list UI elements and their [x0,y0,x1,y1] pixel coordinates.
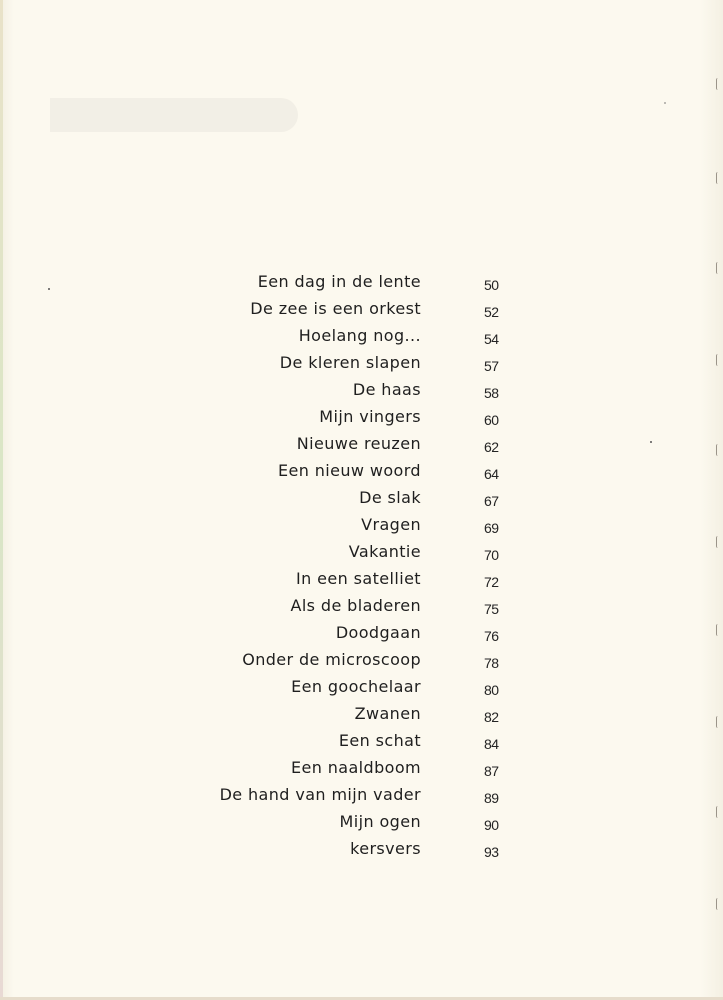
binding-mark [716,78,720,90]
toc-entry [0,568,723,595]
toc-entry-page-number: 54 [484,331,499,347]
toc-entry-title: Hoelang nog... [298,326,421,345]
toc-entry-title: De kleren slapen [279,353,421,372]
toc-entry-page-number: 60 [484,412,499,428]
toc-entry-title: De zee is een orkest [250,299,421,318]
toc-entry [0,487,723,514]
toc-entry-title: Mijn ogen [339,812,421,831]
toc-entry-page-number: 58 [484,385,499,401]
toc-entry-page-number: 57 [484,358,499,374]
toc-entry-title: De slak [359,488,421,507]
toc-entry-title: Nieuwe reuzen [296,434,421,453]
toc-entry [0,271,723,298]
toc-entry-title: Een naaldboom [290,758,421,777]
toc-entry [0,649,723,676]
toc-entry [0,406,723,433]
toc-entry-title: De haas [352,380,421,399]
toc-entry-page-number: 75 [484,601,499,617]
binding-mark [716,898,720,910]
toc-entry-page-number: 78 [484,655,499,671]
toc-entry [0,460,723,487]
toc-entry-title: Een dag in de lente [257,272,421,291]
toc-entry [0,298,723,325]
toc-entry-page-number: 93 [484,844,499,860]
toc-entry [0,379,723,406]
toc-entry-page-number: 69 [484,520,499,536]
toc-entry-page-number: 67 [484,493,499,509]
toc-entry [0,838,723,865]
toc-entry [0,784,723,811]
toc-entry-page-number: 62 [484,439,499,455]
toc-entry [0,352,723,379]
toc-entry-page-number: 80 [484,682,499,698]
toc-entry-page-number: 76 [484,628,499,644]
toc-entry-title: Een goochelaar [291,677,421,696]
toc-entry-page-number: 82 [484,709,499,725]
toc-entry-title: In een satelliet [296,569,421,588]
toc-entry-page-number: 52 [484,304,499,320]
toc-entry [0,676,723,703]
toc-entry [0,703,723,730]
toc-entry-title: Mijn vingers [319,407,421,426]
toc-entry-title: Onder de microscoop [242,650,421,669]
toc-entry-page-number: 50 [484,277,499,293]
dust-speck [664,102,666,104]
toc-entry-title: Vakantie [348,542,421,561]
toc-entry-title: Vragen [361,515,421,534]
toc-entry-title: kersvers [350,839,421,858]
toc-entry [0,595,723,622]
toc-entry-page-number: 84 [484,736,499,752]
toc-entry-page-number: 87 [484,763,499,779]
toc-entry [0,325,723,352]
toc-entry-title: Doodgaan [335,623,421,642]
toc-entry-page-number: 70 [484,547,499,563]
toc-entry-page-number: 89 [484,790,499,806]
toc-entry [0,541,723,568]
table-of-contents [0,271,723,865]
toc-entry-title: Een schat [338,731,421,750]
toc-entry-title: Een nieuw woord [277,461,421,480]
toc-entry-page-number: 90 [484,817,499,833]
toc-entry-title: Zwanen [354,704,421,723]
toc-entry-title: Als de bladeren [290,596,421,615]
toc-entry [0,811,723,838]
toc-entry [0,433,723,460]
toc-entry-page-number: 72 [484,574,499,590]
toc-entry [0,514,723,541]
show-through-banner [50,98,298,132]
toc-entry [0,757,723,784]
toc-entry-title: De hand van mijn vader [219,785,421,804]
toc-entry [0,622,723,649]
toc-entry-page-number: 64 [484,466,499,482]
binding-mark [716,172,720,184]
toc-entry [0,730,723,757]
